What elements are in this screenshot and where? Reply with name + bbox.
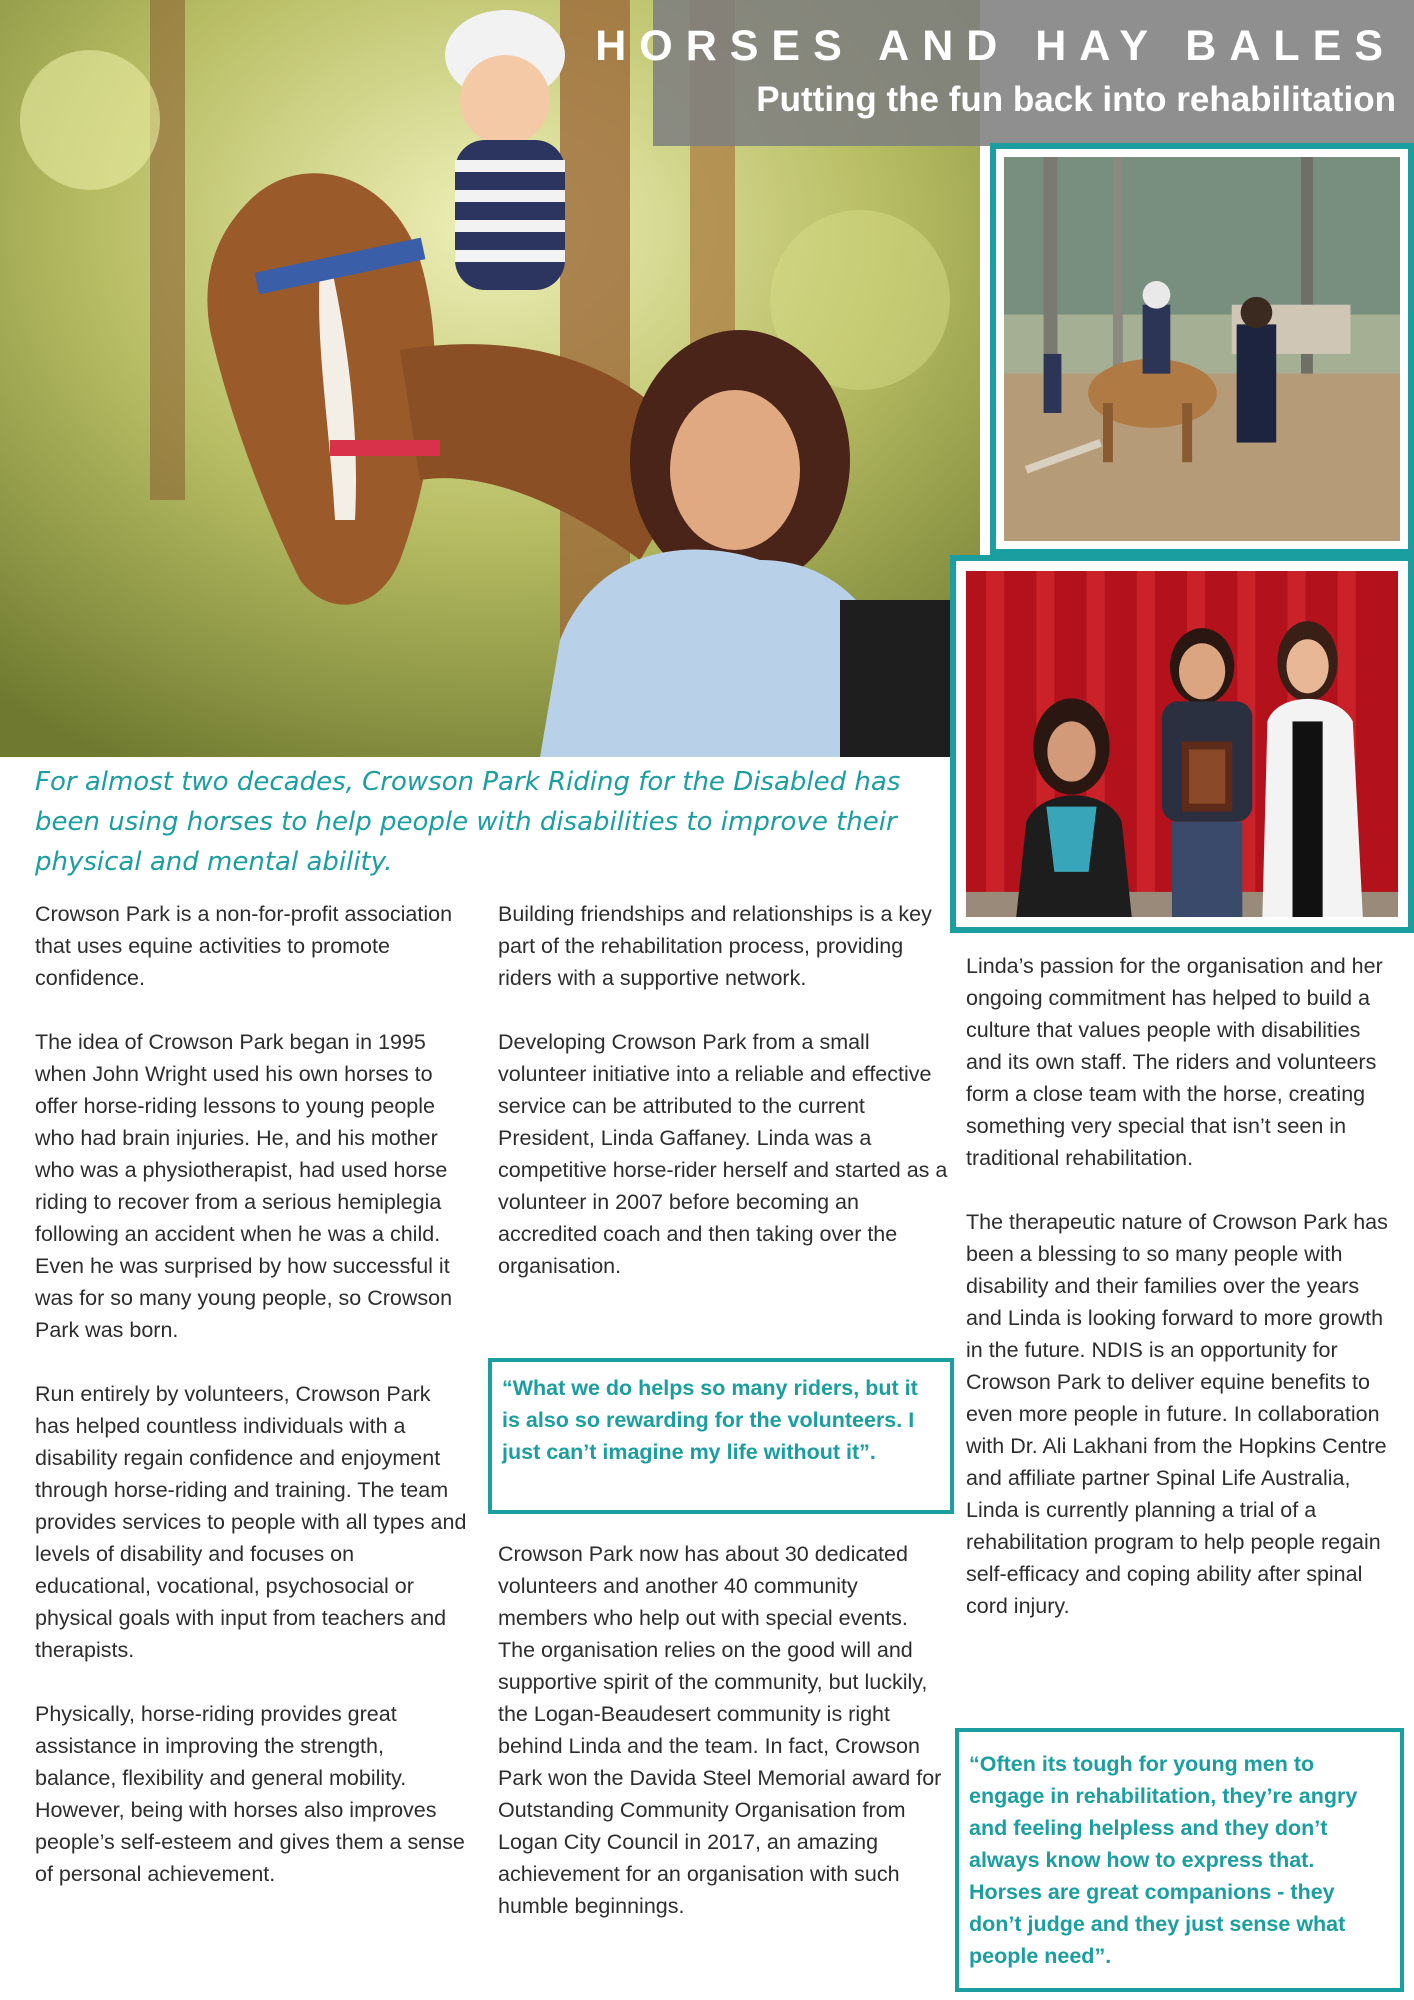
- award-photo: [950, 555, 1414, 933]
- paragraph: Physically, horse-riding provides great assistance in improving the strength, balance, flexibility and general mobility. However, being with horses also improves people’s self-esteem and gives them a sense of personal achievement.: [35, 1702, 465, 1886]
- column-2: [498, 898, 948, 1314]
- paragraph: Crowson Park is a non-for-profit association that uses equine activities to promote confidence.: [35, 902, 453, 990]
- paragraph: Crowson Park now has about 30 dedicated volunteers and another 40 community members who help out with special events. The organisation relies on the good will and supportive spirit of the community, but luckily, the Logan-Beaudesert community is right behind Linda and the team. In fact, Crowson Park won the Davida Steel Memorial award for Outstanding Community Organisation from Logan City Council in 2017, an amazing achievement for an organisation with such humble beginnings.: [498, 1542, 942, 1918]
- paragraph: Linda’s passion for the organisation and her ongoing commitment has helped to build a culture that values people with disabilities and its own staff. The riders and volunteers form a close team with the horse, creating something very special that isn’t seen in traditional rehabilitation.: [966, 954, 1383, 1170]
- paragraph: Building friendships and relationships is a key part of the rehabilitation process, providing riders with a supportive network.: [498, 902, 932, 990]
- paragraph: The therapeutic nature of Crowson Park has been a blessing to so many people with disability and their families over the years and Linda is looking forward to more growth in the future. NDIS is an opportunity for Crowson Park to deliver equine benefits to even more people in future. In collaboration with Dr. Ali Lakhani from the Hopkins Centre and affiliate partner Spinal Life Australia, Linda is currently planning a trial of a rehabilitation program to help people regain self-efficacy and coping ability after spinal cord injury.: [966, 1210, 1388, 1618]
- column-2-continued: [498, 1538, 948, 1954]
- column-3: [966, 950, 1396, 1654]
- intro-paragraph: For almost two decades, Crowson Park Riding for the Disabled has been using horses to help people with disabilities to improve their physical and mental ability.: [35, 767, 901, 877]
- title-band: [595, 0, 1414, 146]
- paragraph: Run entirely by volunteers, Crowson Park has helped countless individuals with a disability regain confidence and enjoyment through horse-riding and training. The team provides services to people with all types and levels of disability and focuses on educational, vocational, psychosocial or physical goals with input from teachers and therapists.: [35, 1382, 467, 1662]
- paragraph: Developing Crowson Park from a small volunteer initiative into a reliable and effective service can be attributed to the current President, Linda Gaffaney. Linda was a competitive horse-rider herself and started as a volunteer in 2007 before becoming an accredited coach and then taking over the organisation.: [498, 1030, 948, 1278]
- arena-photo: [990, 143, 1414, 555]
- pull-quote-2: “Often its tough for young men to engage in rehabilitation, they’re angry and feeling helpless and they don’t always know how to express that. Horses are great companions - they don’t judge and they just sense what people need”.: [955, 1728, 1404, 1992]
- page-subtitle: Putting the fun back into rehabilitation: [756, 80, 1396, 119]
- page-title: HORSES AND HAY BALES: [595, 22, 1396, 70]
- column-1: [35, 898, 470, 1922]
- pull-quote-1: “What we do helps so many riders, but it is also so rewarding for the volunteers. I just can’t imagine my life without it”.: [488, 1358, 954, 1514]
- paragraph: The idea of Crowson Park began in 1995 when John Wright used his own horses to offer horse-riding lessons to young people who had brain injuries. He, and his mother who was a physiotherapist, had used horse riding to recover from a serious hemiplegia following an accident when he was a child. Even he was surprised by how successful it was for so many young people, so Crowson Park was born.: [35, 1030, 453, 1342]
